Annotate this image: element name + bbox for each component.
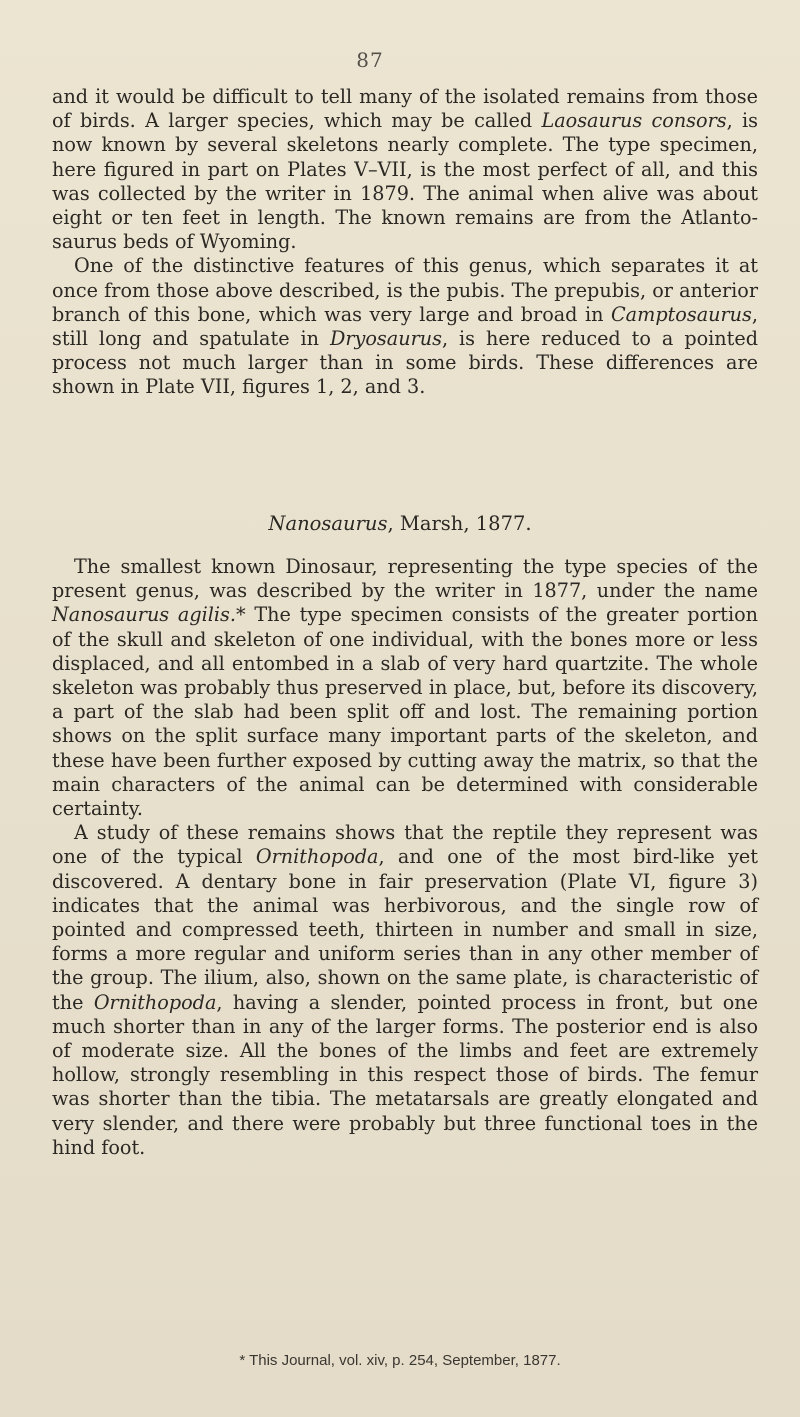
italic-term: Ornithopoda: [93, 990, 217, 1014]
text-run: and it would be difficult to tell many of the isolated remains from those of birds. A larger species, which may be called: [52, 85, 758, 133]
paragraph: [52, 254, 758, 399]
text-run: One of the distinctive features of this genus, which separates it at once from those above described, is the pubis. The prepubis, or anterior branch of this bone, which was very large and broad in: [52, 254, 758, 326]
text-run: The smallest known Dinosaur, representing the type species of the present genus, was described by the writer in 1877, under the name: [52, 555, 758, 603]
text-run: , is here reduced to a pointed process not much larger than in some birds. These differences are shown in Plate VII, figures 1, 2, and 3.: [52, 327, 758, 399]
italic-term: Ornithopoda: [255, 845, 379, 869]
text-run: , still long and spatulate in: [52, 302, 758, 351]
text-run: , having a slender, pointed process in front, but one much shorter than in any of the larger forms. The posterior end is also of moderate size. All the bones of the limbs and feet are extremely hollow, strongly resembling in this respect those of birds. The femur was shorter than the tibia. The metatarsals are greatly elongated and very slender, and there were probably but three functional toes in the hind foot.: [52, 990, 758, 1159]
text-run: * The type specimen consists of the greater portion of the skull and skeleton of one individual, with the bones more or less displaced, and all entombed in a slab of very hard quartzite. The whole skeleton was probably thus preserved in place, but, before its discovery, a part of the slab had been split off and lost. The remaining portion shows on the split surface many important parts of the skeleton, and these have been further exposed by cutting away the matrix, so that the main characters of the animal can be determined with considerable certainty.: [52, 603, 758, 821]
paragraph: [52, 85, 758, 254]
text-run: , and one of the most bird-like yet discovered. A dentary bone in fair preservation (Plate VI, figure 3) indicates that the animal was herbivorous, and the single row of pointed and compressed teeth, thirteen in number and small in size, forms a more regular and uniform series than in any other member of the group. The ilium, also, shown on the same plate, is characteristic of the: [52, 845, 758, 1014]
italic-term: Camptosaurus: [611, 302, 752, 326]
italic-term: Dryosaurus: [329, 327, 442, 351]
italic-term: Laosaurus consors: [541, 109, 727, 133]
paragraph: [52, 821, 758, 1160]
text-run: , is now known by several skeletons nearly complete. The type specimen, here figured in part on Plates V–VII, is the most perfect of all, and this was collected by the writer in 1879. The animal when alive was about eight or ten feet in length. The known remains are from the Atlanto-saurus beds of Wyoming.: [52, 109, 758, 254]
text-run: A study of these remains shows that the reptile they represent was one of the typical: [52, 821, 758, 869]
footnote: * This Journal, vol. xiv, p. 254, September, 1877.: [239, 1352, 561, 1369]
section-heading-genus: Nanosaurus: [268, 512, 388, 535]
italic-term: Nanosaurus agilis.: [52, 603, 236, 627]
paragraph: [52, 555, 758, 821]
text-block-bottom: [52, 555, 758, 1160]
text-block-top: [52, 85, 758, 400]
section-heading-author: , Marsh, 1877.: [387, 512, 532, 535]
page-number: 87: [356, 48, 384, 72]
section-heading: [0, 512, 800, 535]
